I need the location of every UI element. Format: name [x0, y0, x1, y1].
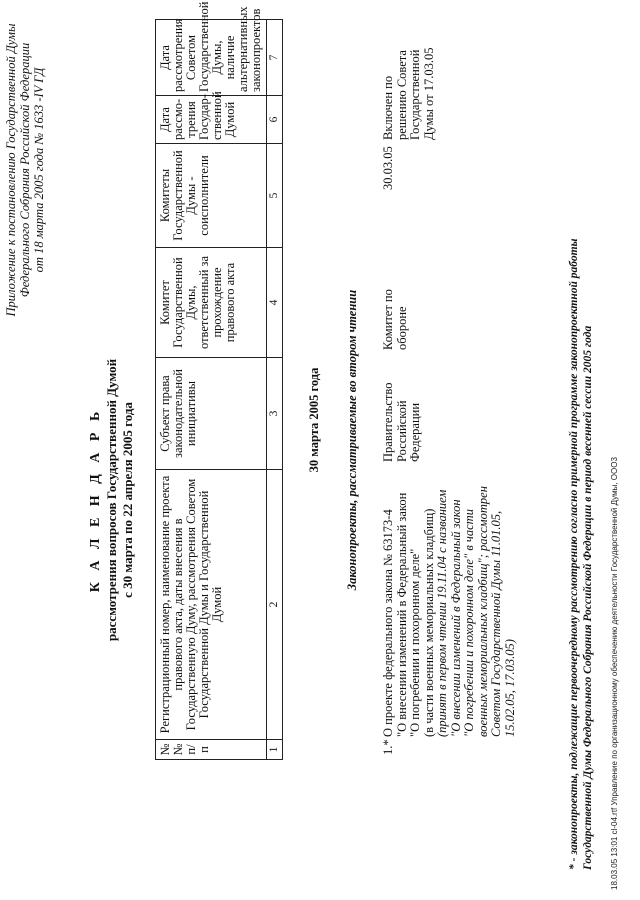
document-title [88, 200, 136, 800]
appendix-note [4, 5, 46, 335]
item-duma-date: 30.03.05 [381, 146, 395, 190]
appendix-line: Федерального Собрания Российской Федерации [18, 42, 32, 298]
column-number: 3 [267, 358, 283, 470]
column-number: 5 [267, 144, 283, 248]
item-description [382, 462, 517, 737]
item-line: "О внесении изменений в Федеральный закон [394, 492, 409, 737]
title-main: К А Л Е Н Д А Р Ь [88, 407, 103, 593]
header-committee: Комитет Государственной Думы, ответственный за прохождение правового акта [156, 248, 267, 358]
item-line: О проекте федерального закона № 63173-4 [381, 509, 395, 737]
header-subject: Субъект права законодательной инициативы [156, 358, 267, 470]
calendar-table [155, 1, 283, 760]
column-number: 2 [267, 470, 283, 740]
header-title: Регистрационный номер, наименование проекта правового акта, даты внесения в Государственную Думу, рассмотрения Советом Государственной Думы и Государственной Думой [156, 470, 267, 740]
footnote [568, 30, 595, 870]
item-line: "О погребении и похоронном деле" в части [462, 509, 476, 737]
column-number: 4 [267, 248, 283, 358]
header-duma-date: Дата рассмо-трения Государ-ственной Думой [156, 96, 267, 144]
file-footer: 18.03.05 13:01 cl-04.rtf Управление по организационному обеспечению деятельности Государственной Думы, ООО3 [610, 457, 619, 890]
title-period: с 30 марта по 22 апреля 2005 года [120, 402, 135, 598]
header-number: №№ п/п [156, 740, 267, 760]
header-council-date: Дата рассмотрения Советом Государственной Думы, наличие альтернативных законопроектов [156, 20, 267, 96]
item-line: (принят в первом чтении 19.11.04 с названием [435, 489, 449, 737]
item-number: 1.* [381, 739, 395, 755]
item-line: (в части военных мемориальных кладбищ) [421, 508, 436, 737]
footnote-line: Государственной Думы Федерального Собрания Российской Федерации в период весенней сессии 2005 года [581, 325, 594, 870]
item-council-note: Включен по решению Совета Государственной Думы от 17.03.05 [381, 47, 436, 140]
item-line: военных мемориальных кладбищ"; рассмотрен [475, 486, 490, 737]
item-committee: Комитет по обороне [381, 289, 409, 350]
table-header-row [156, 20, 267, 760]
column-number: 1 [267, 740, 283, 760]
header-cocommittees: Комитеты Государственной Думы - соисполнители [156, 144, 267, 248]
footnote-line: * - законопроекты, подлежащие первоочередному рассмотрению согласно примерной программе законопроектной работы [568, 238, 580, 870]
table-numbering-row [267, 20, 283, 760]
item-line: "О внесении изменений в Федеральный закон [448, 499, 463, 737]
item-line: "О погребении и похоронном деле" [408, 548, 422, 737]
section-heading: Законопроекты, рассматриваемые во втором чтении [345, 289, 359, 591]
appendix-line: от 18 марта 2005 года № 1633 -IV ГД [32, 67, 46, 273]
title-subtitle: рассмотрения вопросов Государственной Думой [104, 358, 119, 642]
item-line: Советом Государственной Думы 11.01.05, [489, 510, 503, 737]
item-line: 15.02.05, 17.03.05) [502, 639, 517, 737]
column-number: 7 [267, 20, 283, 96]
day-heading: 30 марта 2005 года [307, 367, 321, 473]
column-number: 6 [267, 96, 283, 144]
appendix-line: Приложение к постановлению Государственной Думы [4, 23, 18, 317]
item-subject: Правительство Российской Федерации [381, 382, 422, 462]
